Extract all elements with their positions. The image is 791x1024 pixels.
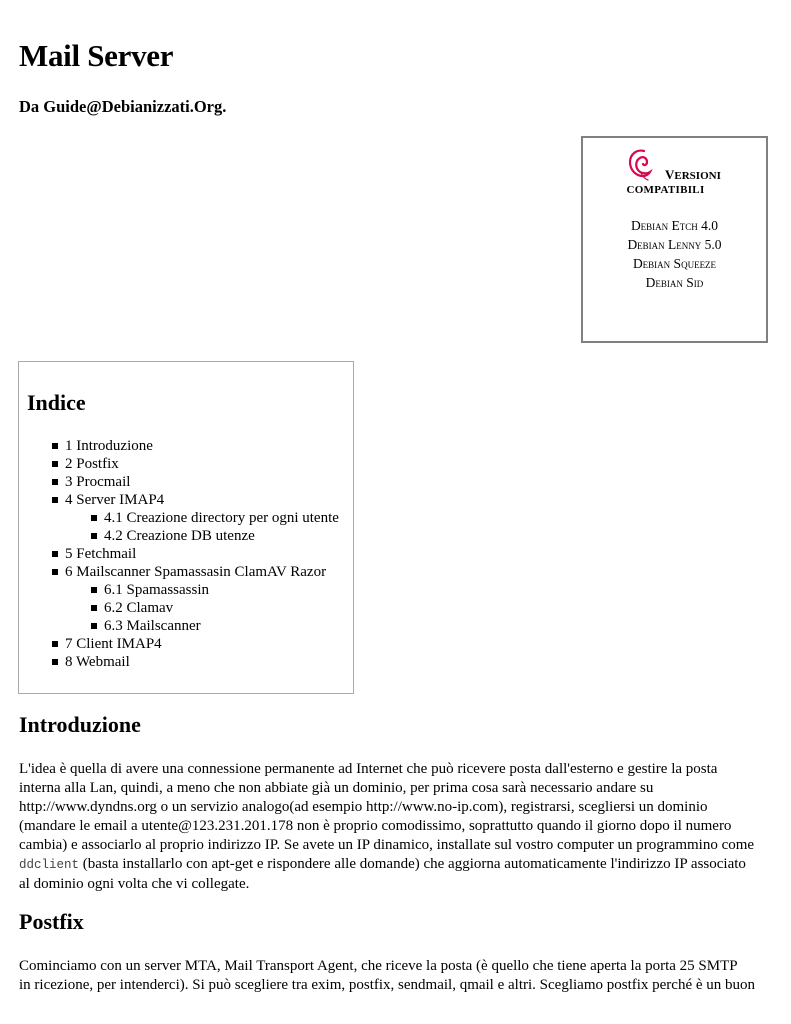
text-line: cambia) e associarlo al proprio indirizzo IP. Se avete un IP dinamico, installate sul vostro computer un programmino come	[19, 837, 755, 853]
text-line: interna alla Lan, quindi, a meno che non abbiate già un dominio, per prima cosa sarà necessario andare su	[19, 780, 654, 796]
toc-item-spamassassin[interactable]	[19, 581, 339, 599]
toc-item-label[interactable]: 1 Introduzione	[65, 438, 153, 454]
toc-item-postfix[interactable]	[19, 455, 339, 473]
toc-item-webmail[interactable]	[19, 653, 339, 671]
toc-item-fetchmail[interactable]	[19, 545, 339, 563]
bullet-icon	[52, 551, 58, 557]
toc-list	[19, 437, 339, 671]
section-heading-introduzione: Introduzione	[19, 712, 141, 737]
compatible-versions-box	[581, 136, 768, 343]
inline-code-ddclient: ddclient	[19, 858, 80, 872]
text-line: (mandare le email a utente@123.231.201.178 non è proprio comodissimo, soprattutto quando il giorno dopo il numero	[19, 818, 732, 834]
versions-header-line1	[665, 167, 721, 183]
bullet-icon	[91, 587, 97, 593]
bullet-icon	[52, 659, 58, 665]
versions-box-header	[583, 138, 766, 200]
toc-item-label[interactable]: 6.2 Clamav	[104, 600, 174, 616]
toc-item-label[interactable]: 7 Client IMAP4	[65, 636, 162, 652]
toc-item-label[interactable]: 6.3 Mailscanner	[104, 618, 201, 634]
version-item: Debian Etch 4.0	[630, 218, 719, 233]
bullet-icon	[52, 443, 58, 449]
bullet-icon	[52, 641, 58, 647]
bullet-icon	[91, 515, 97, 521]
toc-item-creazione-db[interactable]	[19, 527, 339, 545]
section-heading-postfix: Postfix	[19, 909, 84, 934]
version-item: Debian Squeeze	[632, 256, 717, 271]
versions-header-initial: V	[665, 167, 675, 182]
text-line: http://www.dyndns.org o un servizio analogo(ad esempio http://www.no-ip.com), registrarsi, scegliersi un dominio	[19, 799, 708, 815]
toc-item-label[interactable]: 4 Server IMAP4	[65, 492, 165, 508]
toc-item-creazione-directory[interactable]	[19, 509, 339, 527]
toc-item-label[interactable]: 8 Webmail	[65, 654, 130, 670]
toc-item-procmail[interactable]	[19, 473, 339, 491]
version-item: Debian Lenny 5.0	[627, 237, 722, 252]
toc-item-label[interactable]: 2 Postfix	[65, 456, 119, 472]
text-line	[19, 855, 779, 875]
version-item: Debian Sid	[645, 275, 704, 290]
toc-item-label[interactable]: 4.2 Creazione DB utenze	[104, 528, 255, 544]
bullet-icon	[52, 569, 58, 575]
text-line: Cominciamo con un server MTA, Mail Transport Agent, che riceve la posta (è quello che tiene aperta la porta 25 SMTP	[19, 958, 738, 974]
toc-item-introduzione[interactable]	[19, 437, 339, 455]
page-subtitle: Da Guide@Debianizzati.Org.	[19, 97, 227, 116]
bullet-icon	[91, 623, 97, 629]
toc-item-label[interactable]: 3 Procmail	[65, 474, 131, 490]
toc-item-mailscanner-group[interactable]	[19, 563, 339, 581]
postfix-paragraph	[19, 957, 779, 995]
bullet-icon	[91, 533, 97, 539]
text-line: L'idea è quella di avere una connessione permanente ad Internet che può ricevere posta dall'esterno e gestire la posta	[19, 761, 718, 777]
bullet-icon	[91, 605, 97, 611]
toc-item-client-imap4[interactable]	[19, 635, 339, 653]
bullet-icon	[52, 497, 58, 503]
toc-item-label[interactable]: 4.1 Creazione directory per ogni utente	[104, 510, 339, 526]
toc-item-server-imap4[interactable]	[19, 491, 339, 509]
toc-item-mailscanner[interactable]	[19, 617, 339, 635]
toc-item-clamav[interactable]	[19, 599, 339, 617]
toc-title: Indice	[27, 390, 86, 415]
bullet-icon	[52, 461, 58, 467]
text-line: in ricezione, per intenderci). Si può scegliere tra exim, postfix, sendmail, qmail e altri. Scegliamo postfix perché è un buon	[19, 977, 756, 993]
toc-item-label[interactable]: 5 Fetchmail	[65, 546, 137, 562]
toc-item-label[interactable]: 6.1 Spamassassin	[104, 582, 209, 598]
bullet-icon	[52, 479, 58, 485]
versions-header-line2: COMPATIBILI	[626, 184, 705, 196]
toc-item-label[interactable]: 6 Mailscanner Spamassasin ClamAV Razor	[65, 564, 327, 580]
intro-paragraph	[19, 760, 779, 894]
text-line: al dominio ogni volta che vi collegate.	[19, 876, 250, 892]
page-title: Mail Server	[19, 38, 174, 73]
versions-list	[583, 216, 766, 292]
text-fragment: (basta installarlo con apt-get e rispondere alle domande) che aggiorna automaticamente l'indirizzo IP associato	[79, 856, 746, 872]
table-of-contents	[18, 361, 354, 694]
debian-swirl-icon	[627, 147, 655, 181]
versions-header-rest: ERSIONI	[674, 170, 721, 182]
